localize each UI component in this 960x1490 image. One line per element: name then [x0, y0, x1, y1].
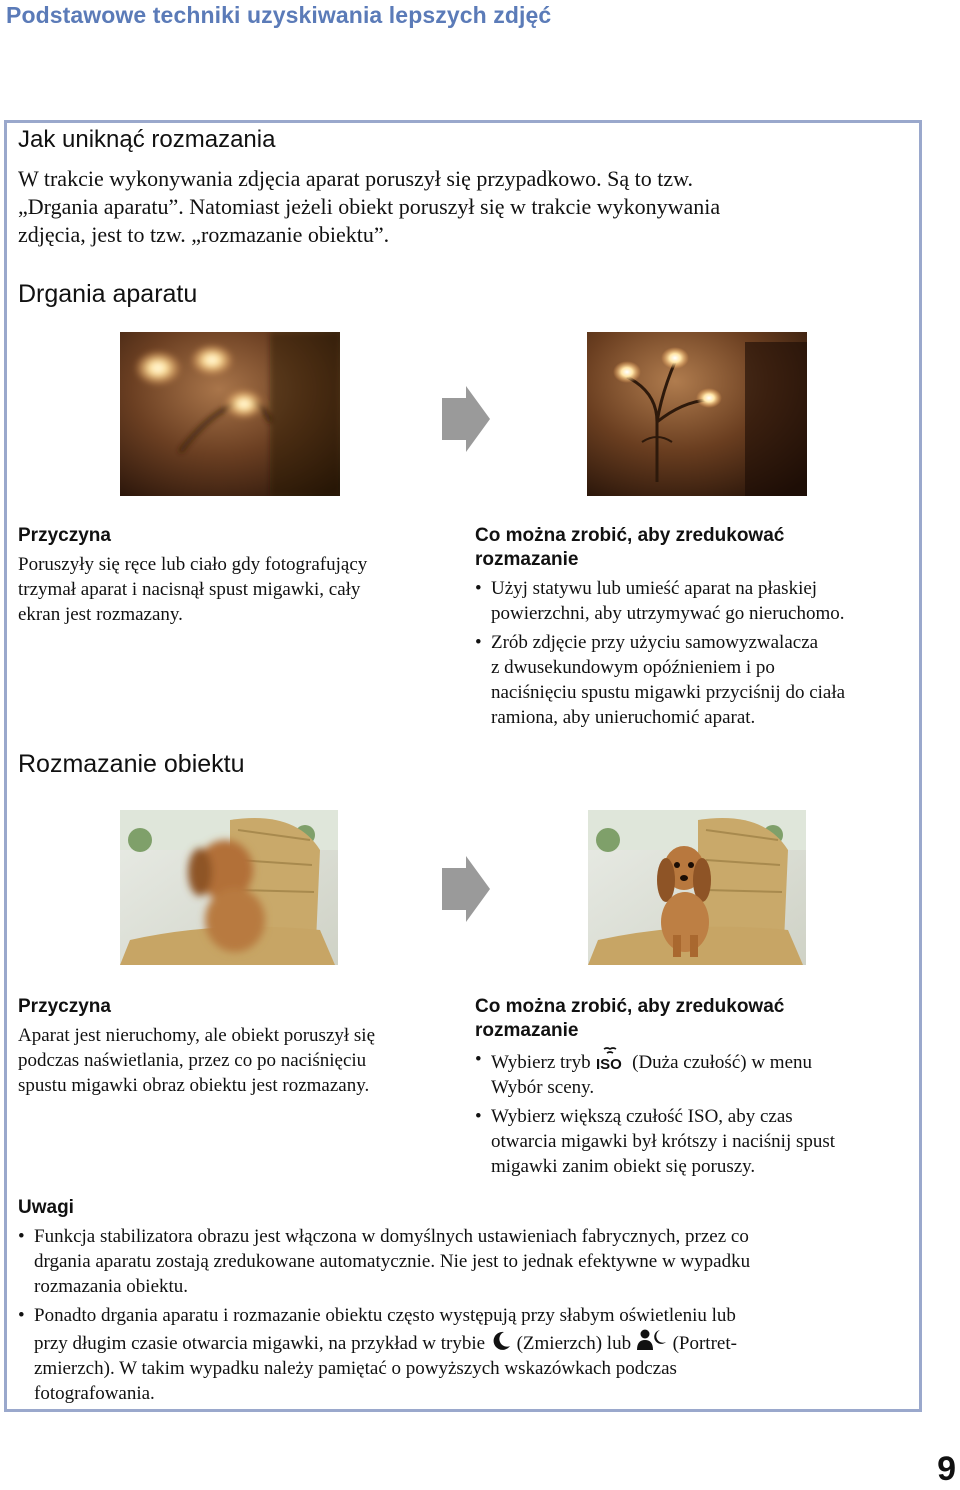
fix-heading-line: Co można zrobić, aby zredukować [475, 996, 785, 1017]
page-number: 9 [937, 1450, 956, 1488]
subject-blur-cause-heading: Przyczyna [18, 996, 111, 1017]
camera-shake-cause-text [18, 552, 458, 627]
list-item [475, 576, 925, 626]
section-heading: Jak uniknąć rozmazania [18, 126, 276, 153]
subject-blur-fix-list [475, 1047, 925, 1183]
fix-line: otwarcia migawki był krótszy i naciśnij spust [491, 1131, 836, 1152]
note-line: fotografowania. [34, 1383, 155, 1404]
list-item [18, 1224, 913, 1299]
svg-text:ISO: ISO [596, 1056, 623, 1071]
intro-line: W trakcie wykonywania zdjęcia aparat poruszył się przypadkowo. Są to tzw. [18, 166, 694, 191]
note-line: • Ponadto drgania aparatu i rozmazanie obiektu często występują przy słabym oświetleniu lub [34, 1305, 736, 1326]
list-item [18, 1303, 913, 1406]
fix-line: • Użyj statywu lub umieść aparat na płaskiej [491, 578, 818, 599]
fix-line: powierzchni, aby utrzymywać go nieruchomo. [491, 603, 845, 624]
crescent-moon-icon [490, 1330, 512, 1352]
cause-line: spustu migawki obraz obiektu jest rozmazany. [18, 1075, 370, 1096]
camera-shake-heading: Drgania aparatu [18, 280, 198, 308]
fix-line [491, 1047, 925, 1075]
note-line: zmierzch). W takim wypadku należy pamiętać o powyższych wskazówkach podczas [34, 1358, 677, 1379]
fix-line: naciśnięciu spustu migawki przyciśnij do ciała [491, 682, 846, 703]
cause-line: podczas naświetlania, przez co po naciśnięciu [18, 1050, 367, 1071]
section-intro [18, 165, 908, 249]
notes-list [18, 1224, 913, 1410]
page-header-title: Podstawowe techniki uzyskiwania lepszych zdjęć [6, 2, 552, 28]
fix-line: • Wybierz większą czułość ISO, aby czas [491, 1106, 793, 1127]
intro-line: „Drgania aparatu”. Natomiast jeżeli obiekt poruszył się w trakcie wykonywania [18, 194, 721, 219]
camera-shake-fix-list [475, 576, 925, 734]
note-line: drgania aparatu zostają zredukowane automatycznie. Nie jest to jednak efektywne w wypadku [34, 1251, 751, 1272]
portrait-twilight-icon [636, 1328, 668, 1352]
list-item [475, 630, 925, 730]
sharp-lamp-photo [587, 332, 807, 496]
note-line [34, 1328, 913, 1356]
subject-blur-fix-heading [475, 995, 784, 1043]
cause-line: Poruszyły się ręce lub ciało gdy fotografujący [18, 554, 368, 575]
intro-line: zdjęcia, jest to tzw. „rozmazanie obiektu”. [18, 222, 390, 247]
camera-shake-cause-heading: Przyczyna [18, 525, 111, 546]
fix-heading-line: rozmazanie [475, 1020, 579, 1041]
cause-line: Aparat jest nieruchomy, ale obiekt poruszył się [18, 1025, 376, 1046]
sharp-dog-photo [588, 810, 806, 965]
blurry-dog-photo [120, 810, 338, 965]
high-sensitivity-iso-icon [595, 1047, 627, 1071]
list-item [475, 1047, 925, 1100]
note-text: (Portret- [672, 1333, 737, 1354]
subject-blur-cause-text [18, 1023, 458, 1098]
blurry-lamp-photo [120, 332, 340, 496]
fix-line: migawki zanim obiekt się poruszy. [491, 1156, 756, 1177]
notes-heading: Uwagi [18, 1197, 74, 1218]
note-text: (Zmierzch) lub [516, 1333, 632, 1354]
fix-line: ramiona, aby unieruchomić aparat. [491, 707, 756, 728]
cause-line: ekran jest rozmazany. [18, 604, 183, 625]
camera-shake-fix-heading [475, 524, 784, 572]
fix-heading-line: rozmazanie [475, 549, 579, 570]
note-line: • Funkcja stabilizatora obrazu jest włączona w domyślnych ustawieniach fabrycznych, przez co [34, 1226, 749, 1247]
cause-line: trzymał aparat i nacisnął spust migawki, cały [18, 579, 361, 600]
right-arrow-icon [442, 856, 490, 922]
list-item [475, 1104, 925, 1179]
note-line: rozmazania obiektu. [34, 1276, 189, 1297]
note-text: przy długim czasie otwarcia migawki, na przykład w trybie [34, 1333, 486, 1354]
fix-line: Wybór sceny. [491, 1077, 595, 1098]
right-arrow-icon [442, 386, 490, 452]
fix-text: Wybierz tryb [491, 1052, 591, 1073]
subject-blur-heading: Rozmazanie obiektu [18, 750, 245, 778]
fix-line: z dwusekundowym opóźnieniem i po [491, 657, 775, 678]
fix-line: • Zrób zdjęcie przy użyciu samowyzwalacza [491, 632, 819, 653]
fix-text: (Duża czułość) w menu [632, 1052, 813, 1073]
fix-heading-line: Co można zrobić, aby zredukować [475, 525, 785, 546]
